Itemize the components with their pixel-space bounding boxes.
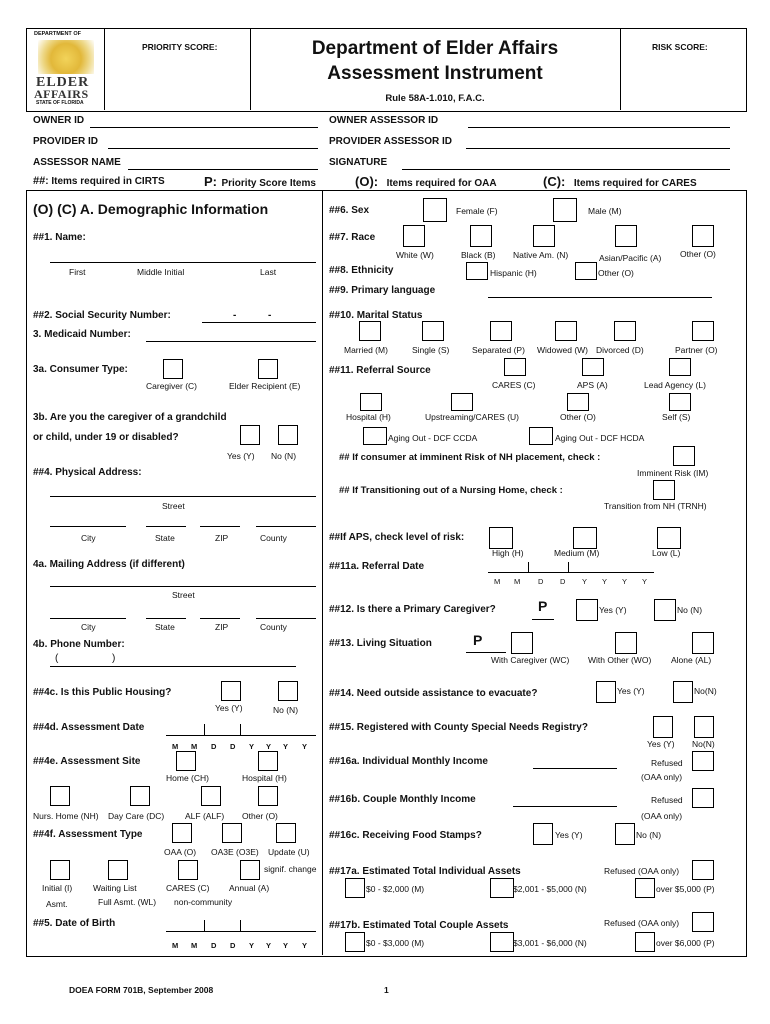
food-stamps-no-checkbox[interactable] (615, 823, 635, 845)
evacuate-no-label: No(N) (694, 686, 717, 696)
referral-upstreaming-checkbox[interactable] (451, 393, 473, 411)
type-oaa-checkbox[interactable] (172, 823, 192, 843)
living-alone-label: Alone (AL) (671, 655, 712, 665)
aps-low-checkbox[interactable] (657, 527, 681, 549)
referral-date-sep-2 (568, 562, 569, 572)
caregiver-checkbox[interactable] (163, 359, 183, 379)
provider-id-field[interactable] (108, 148, 318, 149)
site-nurs-home-label: Nurs. Home (NH) (33, 811, 99, 821)
couple-assets-range3-checkbox[interactable] (635, 932, 655, 952)
type-update-label: Update (U) (268, 847, 310, 857)
referral-lead-agency-checkbox[interactable] (669, 358, 691, 376)
form-number: DOEA FORM 701B, September 2008 (69, 985, 214, 995)
assessment-date-m2: M (191, 742, 198, 751)
race-native-label: Native Am. (N) (513, 250, 569, 260)
sex-male-label: Male (M) (588, 206, 622, 216)
page-title-line1: Department of Elder Affairs (311, 38, 559, 59)
physical-county-label: County (260, 533, 287, 543)
marital-label: ##10. Marital Status (329, 310, 423, 321)
individual-assets-label: ##17a. Estimated Total Individual Assets (329, 866, 521, 877)
public-housing-yes-label: Yes (Y) (215, 703, 243, 713)
referral-aps-label: APS (A) (577, 380, 608, 390)
type-waiting-list-label: Waiting List (93, 883, 137, 893)
evacuate-label: ##14. Need outside assistance to evacuate? (329, 688, 538, 699)
transition-checkbox[interactable] (653, 480, 675, 500)
referral-lead-agency-label: Lead Agency (L) (644, 380, 706, 390)
physical-address-label: ##4. Physical Address: (33, 467, 142, 478)
aps-risk-label: ##If APS, check level of risk: (329, 532, 465, 543)
assessment-date-d1: D (211, 742, 217, 751)
assessment-date-d2: D (230, 742, 236, 751)
site-home-checkbox[interactable] (176, 751, 196, 771)
type-oa3e-label: OA3E (O3E) (211, 847, 259, 857)
primary-caregiver-no-checkbox[interactable] (654, 599, 676, 621)
site-hospital-label: Hospital (H) (242, 773, 287, 783)
couple-assets-refused-label: Refused (OAA only) (604, 918, 680, 928)
referral-source-label: ##11. Referral Source (329, 365, 431, 376)
referral-aging-hcda-label: Aging Out - DCF HCDA (555, 433, 645, 443)
couple-income-refused-checkbox[interactable] (692, 788, 714, 808)
referral-hospital-label: Hospital (H) (346, 412, 391, 422)
assessment-date-baseline (166, 735, 316, 736)
mailing-state-field[interactable] (146, 618, 186, 619)
referral-date-m1: M (494, 577, 501, 586)
referral-date-d2: D (560, 577, 566, 586)
referral-other-checkbox[interactable] (567, 393, 589, 411)
food-stamps-yes-label: Yes (Y) (555, 830, 583, 840)
physical-city-field[interactable] (50, 526, 126, 527)
public-housing-yes-checkbox[interactable] (221, 681, 241, 701)
dob-y1: Y (249, 941, 255, 950)
transition-label: Transition from NH (TRNH) (604, 501, 707, 511)
assessment-type-label: ##4f. Assessment Type (33, 829, 143, 840)
site-day-care-label: Day Care (DC) (108, 811, 165, 821)
assessment-date-y2: Y (266, 742, 272, 751)
medicaid-label: 3. Medicaid Number: (33, 329, 131, 340)
legend-o-symbol: (O): (355, 174, 379, 189)
couple-assets-refused-checkbox[interactable] (692, 912, 714, 932)
header-divider-1 (104, 28, 105, 110)
sex-male-checkbox[interactable] (553, 198, 577, 222)
aps-high-checkbox[interactable] (489, 527, 513, 549)
referral-aging-ccda-checkbox[interactable] (363, 427, 387, 445)
elder-recipient-checkbox[interactable] (258, 359, 278, 379)
legend-hash-symbol: ## (33, 175, 46, 187)
individual-assets-range1-label: $0 - $2,000 (M) (366, 884, 425, 894)
assessment-date-y3: Y (283, 742, 289, 751)
ethnicity-other-checkbox[interactable] (575, 262, 597, 280)
header-divider-3 (620, 28, 621, 110)
type-oaa-label: OAA (O) (164, 847, 197, 857)
assessor-name-label: ASSESSOR NAME (33, 157, 121, 168)
dob-m2: M (191, 941, 198, 950)
marital-divorced-label: Divorced (D) (596, 345, 644, 355)
legend-c-text: Items required for CARES (573, 178, 697, 189)
marital-partner-checkbox[interactable] (692, 321, 714, 341)
mailing-address-label: 4a. Mailing Address (if different) (33, 559, 185, 570)
individual-income-oaa-only-label: (OAA only) (641, 772, 683, 782)
race-asian-label: Asian/Pacific (A) (599, 253, 662, 263)
mailing-zip-label: ZIP (215, 622, 229, 632)
physical-street-label: Street (162, 501, 185, 511)
public-housing-no-checkbox[interactable] (278, 681, 298, 701)
referral-aps-checkbox[interactable] (582, 358, 604, 376)
marital-single-label: Single (S) (412, 345, 450, 355)
ethnicity-hispanic-label: Hispanic (H) (490, 268, 537, 278)
couple-income-field[interactable] (513, 806, 617, 807)
primary-caregiver-yes-checkbox[interactable] (576, 599, 598, 621)
individual-assets-range2-label: $2,001 - $5,000 (N) (513, 884, 587, 894)
logo (32, 31, 100, 107)
marital-separated-checkbox[interactable] (490, 321, 512, 341)
assessment-date-y1: Y (249, 742, 255, 751)
referral-aging-hcda-checkbox[interactable] (529, 427, 553, 445)
special-needs-yes-checkbox[interactable] (653, 716, 673, 738)
section-title: (O) (C) A. Demographic Information (33, 201, 269, 217)
living-situation-underline (466, 652, 506, 653)
referral-date-baseline (488, 572, 654, 573)
referral-cares-checkbox[interactable] (504, 358, 526, 376)
site-day-care-checkbox[interactable] (130, 786, 150, 806)
name-first-label: First (69, 267, 86, 277)
race-asian-checkbox[interactable] (615, 225, 637, 247)
elder-recipient-label: Elder Recipient (E) (229, 381, 301, 391)
type-cares-checkbox[interactable] (178, 860, 198, 880)
referral-self-checkbox[interactable] (669, 393, 691, 411)
primary-caregiver-underline (532, 619, 554, 620)
individual-income-refused-label: Refused (651, 758, 683, 768)
individual-income-refused-checkbox[interactable] (692, 751, 714, 771)
type-full-asmt-label: Full Asmt. (WL) (98, 897, 157, 907)
medicaid-field[interactable] (146, 341, 316, 342)
assessment-date-sep-2 (240, 724, 241, 735)
site-hospital-checkbox[interactable] (258, 751, 278, 771)
site-other-checkbox[interactable] (258, 786, 278, 806)
mailing-street-label: Street (172, 590, 195, 600)
dob-y3: Y (283, 941, 289, 950)
marital-widowed-checkbox[interactable] (555, 321, 577, 341)
legend-cirts (33, 175, 165, 187)
consumer-type-label: 3a. Consumer Type: (33, 364, 128, 375)
couple-assets-range2-checkbox[interactable] (490, 932, 514, 952)
living-situation-priority-mark: P (473, 632, 483, 648)
phone-field[interactable] (50, 666, 296, 667)
living-with-caregiver-checkbox[interactable] (511, 632, 533, 654)
marital-married-label: Married (M) (344, 345, 388, 355)
living-situation-label: ##13. Living Situation (329, 638, 432, 649)
primary-caregiver-yes-label: Yes (Y) (599, 605, 627, 615)
site-alf-label: ALF (ALF) (185, 811, 225, 821)
grandchild-no-label: No (N) (271, 451, 297, 461)
referral-date-y1: Y (582, 577, 588, 586)
language-field[interactable] (488, 297, 712, 298)
transition-question: ## If Transitioning out of a Nursing Home, check : (339, 485, 563, 496)
race-white-checkbox[interactable] (403, 225, 425, 247)
caregiver-label: Caregiver (C) (146, 381, 198, 391)
referral-date-label: ##11a. Referral Date (329, 561, 425, 572)
legend-hash-text: : Items required in CIRTS (45, 176, 165, 187)
owner-assessor-id-label: OWNER ASSESSOR ID (329, 115, 439, 126)
individual-assets-refused-label: Refused (OAA only) (604, 866, 680, 876)
referral-date-m2: M (514, 577, 521, 586)
individual-assets-range1-checkbox[interactable] (345, 878, 365, 898)
aps-low-label: Low (L) (652, 548, 681, 558)
physical-state-label: State (155, 533, 175, 543)
assessment-date-m1: M (172, 742, 179, 751)
logo-elder: ELDER (36, 75, 90, 90)
owner-id-label: OWNER ID (33, 115, 85, 126)
race-white-label: White (W) (396, 250, 434, 260)
owner-id-field[interactable] (90, 127, 318, 128)
signature-label: SIGNATURE (329, 157, 388, 168)
physical-state-field[interactable] (146, 526, 186, 527)
sex-female-label: Female (F) (456, 206, 498, 216)
aps-medium-checkbox[interactable] (573, 527, 597, 549)
provider-assessor-id-label: PROVIDER ASSESSOR ID (329, 136, 452, 147)
type-signif-change-label: signif. change (264, 864, 317, 874)
physical-zip-field[interactable] (200, 526, 240, 527)
referral-upstreaming-label: Upstreaming/CARES (U) (425, 412, 519, 422)
dob-sep-1 (204, 920, 205, 931)
referral-self-label: Self (S) (662, 412, 691, 422)
ethnicity-hispanic-checkbox[interactable] (466, 262, 488, 280)
phone-label: 4b. Phone Number: (33, 639, 125, 650)
food-stamps-yes-checkbox[interactable] (533, 823, 553, 845)
language-label: ##9. Primary language (329, 285, 436, 296)
ethnicity-other-label: Other (O) (598, 268, 634, 278)
race-black-label: Black (B) (461, 250, 496, 260)
sex-female-checkbox[interactable] (423, 198, 447, 222)
referral-date-y4: Y (642, 577, 648, 586)
public-housing-label: ##4c. Is this Public Housing? (33, 687, 172, 698)
dob-baseline (166, 931, 316, 932)
referral-date-y3: Y (622, 577, 628, 586)
assessment-site-label: ##4e. Assessment Site (33, 756, 141, 767)
name-field[interactable] (50, 262, 316, 263)
logo-bottom-text: STATE OF FLORIDA (36, 100, 84, 106)
type-update-checkbox[interactable] (276, 823, 296, 843)
couple-income-oaa-only-label: (OAA only) (641, 811, 683, 821)
sun-icon (38, 40, 94, 74)
couple-assets-range1-label: $0 - $3,000 (M) (366, 938, 425, 948)
owner-assessor-id-field[interactable] (468, 127, 730, 128)
type-oa3e-checkbox[interactable] (222, 823, 242, 843)
individual-income-field[interactable] (533, 768, 617, 769)
legend-p-text: Priority Score Items (221, 178, 316, 189)
couple-income-label: ##16b. Couple Monthly Income (329, 794, 476, 805)
living-alone-checkbox[interactable] (692, 632, 714, 654)
evacuate-yes-label: Yes (Y) (617, 686, 645, 696)
imminent-risk-label: Imminent Risk (IM) (637, 468, 709, 478)
primary-caregiver-priority-mark: P (538, 598, 548, 614)
sex-label: ##6. Sex (329, 205, 370, 216)
legend-oaa (355, 173, 497, 191)
provider-id-label: PROVIDER ID (33, 136, 99, 147)
phone-paren-open: ( (55, 653, 59, 664)
individual-assets-range3-label: over $5,000 (P) (656, 884, 715, 894)
type-initial-checkbox[interactable] (50, 860, 70, 880)
referral-hospital-checkbox[interactable] (360, 393, 382, 411)
couple-assets-range3-label: over $6,000 (P) (656, 938, 715, 948)
special-needs-label: ##15. Registered with County Special Needs Registry? (329, 722, 588, 733)
legend-c-symbol: (C): (543, 174, 566, 189)
couple-assets-range2-label: $3,001 - $6,000 (N) (513, 938, 587, 948)
risk-score-label: RISK SCORE: (652, 42, 708, 52)
logo-affairs: AFFAIRS (34, 87, 89, 101)
grandchild-yes-checkbox[interactable] (240, 425, 260, 445)
race-native-checkbox[interactable] (533, 225, 555, 247)
mailing-city-label: City (81, 622, 96, 632)
couple-income-refused-label: Refused (651, 795, 683, 805)
type-asmt-label: Asmt. (46, 899, 68, 909)
ssn-field[interactable] (202, 322, 316, 323)
type-annual-label: Annual (A) (229, 883, 270, 893)
marital-widowed-label: Widowed (W) (537, 345, 589, 355)
legend-priority (204, 173, 316, 191)
dob-d1: D (211, 941, 217, 950)
site-home-label: Home (CH) (166, 773, 209, 783)
logo-top-text: DEPARTMENT OF (34, 31, 81, 37)
legend-o-text: Items required for OAA (386, 178, 497, 189)
public-housing-no-label: No (N) (273, 705, 299, 715)
physical-county-field[interactable] (256, 526, 316, 527)
grandchild-question-line2: or child, under 19 or disabled? (33, 432, 179, 443)
couple-assets-label: ##17b. Estimated Total Couple Assets (329, 920, 509, 931)
type-waiting-list-checkbox[interactable] (108, 860, 128, 880)
assessment-date-field[interactable] (166, 718, 316, 742)
special-needs-no-checkbox[interactable] (694, 716, 714, 738)
couple-assets-range1-checkbox[interactable] (345, 932, 365, 952)
page-title-line2: Assessment Instrument (327, 63, 543, 84)
individual-assets-refused-checkbox[interactable] (692, 860, 714, 880)
site-alf-checkbox[interactable] (201, 786, 221, 806)
evacuate-yes-checkbox[interactable] (596, 681, 616, 703)
assessor-name-field[interactable] (128, 169, 318, 170)
physical-street-field[interactable] (50, 496, 316, 497)
aps-high-label: High (H) (492, 548, 524, 558)
ssn-dash-1: - (233, 310, 237, 321)
phone-paren-close: ) (112, 653, 116, 664)
physical-city-label: City (81, 533, 96, 543)
mailing-county-field[interactable] (256, 618, 316, 619)
priority-score-label: PRIORITY SCORE: (142, 42, 218, 52)
type-non-community-label: non-community (174, 897, 233, 907)
special-needs-no-label: No(N) (692, 739, 715, 749)
grandchild-yes-label: Yes (Y) (227, 451, 255, 461)
rule-text: Rule 58A-1.010, F.A.C. (385, 93, 485, 104)
physical-zip-label: ZIP (215, 533, 229, 543)
type-initial-label: Initial (I) (42, 883, 73, 893)
marital-married-checkbox[interactable] (359, 321, 381, 341)
imminent-risk-checkbox[interactable] (673, 446, 695, 466)
imminent-risk-question: ## If consumer at imminent Risk of NH placement, check : (339, 452, 601, 463)
page-number: 1 (384, 985, 389, 995)
primary-caregiver-label: ##12. Is there a Primary Caregiver? (329, 604, 496, 615)
primary-caregiver-no-label: No (N) (677, 605, 703, 615)
signature-field[interactable] (402, 169, 730, 170)
marital-separated-label: Separated (P) (472, 345, 525, 355)
marital-partner-label: Partner (O) (675, 345, 718, 355)
dob-label: ##5. Date of Birth (33, 918, 116, 929)
race-other-checkbox[interactable] (692, 225, 714, 247)
type-annual-checkbox[interactable] (240, 860, 260, 880)
marital-divorced-checkbox[interactable] (614, 321, 636, 341)
name-last-label: Last (260, 267, 277, 277)
referral-other-label: Other (O) (560, 412, 596, 422)
referral-aging-ccda-label: Aging Out - DCF CCDA (388, 433, 478, 443)
individual-assets-range2-checkbox[interactable] (490, 878, 514, 898)
column-divider (322, 190, 323, 955)
individual-assets-range3-checkbox[interactable] (635, 878, 655, 898)
dob-y2: Y (266, 941, 272, 950)
mailing-county-label: County (260, 622, 287, 632)
dob-d2: D (230, 941, 236, 950)
referral-date-d1: D (538, 577, 544, 586)
evacuate-no-checkbox[interactable] (673, 681, 693, 703)
living-with-other-label: With Other (WO) (588, 655, 652, 665)
assessment-date-sep-1 (204, 724, 205, 735)
referral-date-sep-1 (528, 562, 529, 572)
mailing-street-field[interactable] (50, 586, 316, 587)
ssn-dash-2: - (268, 310, 272, 321)
living-with-other-checkbox[interactable] (615, 632, 637, 654)
race-black-checkbox[interactable] (470, 225, 492, 247)
site-other-label: Other (O) (242, 811, 278, 821)
site-nurs-home-checkbox[interactable] (50, 786, 70, 806)
living-with-caregiver-label: With Caregiver (WC) (491, 655, 570, 665)
referral-date-field[interactable] (488, 558, 654, 576)
race-label: ##7. Race (329, 232, 376, 243)
special-needs-yes-label: Yes (Y) (647, 739, 675, 749)
dob-sep-2 (240, 920, 241, 931)
marital-single-checkbox[interactable] (422, 321, 444, 341)
dob-m1: M (172, 941, 179, 950)
dob-y4: Y (302, 941, 308, 950)
ssn-label: ##2. Social Security Number: (33, 310, 171, 321)
mailing-zip-field[interactable] (200, 618, 240, 619)
referral-date-y2: Y (602, 577, 608, 586)
assessment-date-y4: Y (302, 742, 308, 751)
grandchild-question-line1: 3b. Are you the caregiver of a grandchild (33, 412, 227, 423)
grandchild-no-checkbox[interactable] (278, 425, 298, 445)
food-stamps-label: ##16c. Receiving Food Stamps? (329, 830, 482, 841)
mailing-city-field[interactable] (50, 618, 126, 619)
legend-p-symbol: P: (204, 174, 217, 189)
provider-assessor-id-field[interactable] (466, 148, 730, 149)
type-cares-label: CARES (C) (166, 883, 210, 893)
individual-income-label: ##16a. Individual Monthly Income (329, 756, 488, 767)
dob-field[interactable] (166, 914, 316, 938)
food-stamps-no-label: No (N) (636, 830, 662, 840)
legend-cares (543, 173, 697, 191)
name-label: ##1. Name: (33, 232, 86, 243)
race-other-label: Other (O) (680, 249, 716, 259)
aps-medium-label: Medium (M) (554, 548, 600, 558)
mailing-state-label: State (155, 622, 175, 632)
assessment-date-label: ##4d. Assessment Date (33, 722, 145, 733)
ethnicity-label: ##8. Ethnicity (329, 265, 394, 276)
name-middle-label: Middle Initial (137, 267, 185, 277)
referral-cares-label: CARES (C) (492, 380, 536, 390)
